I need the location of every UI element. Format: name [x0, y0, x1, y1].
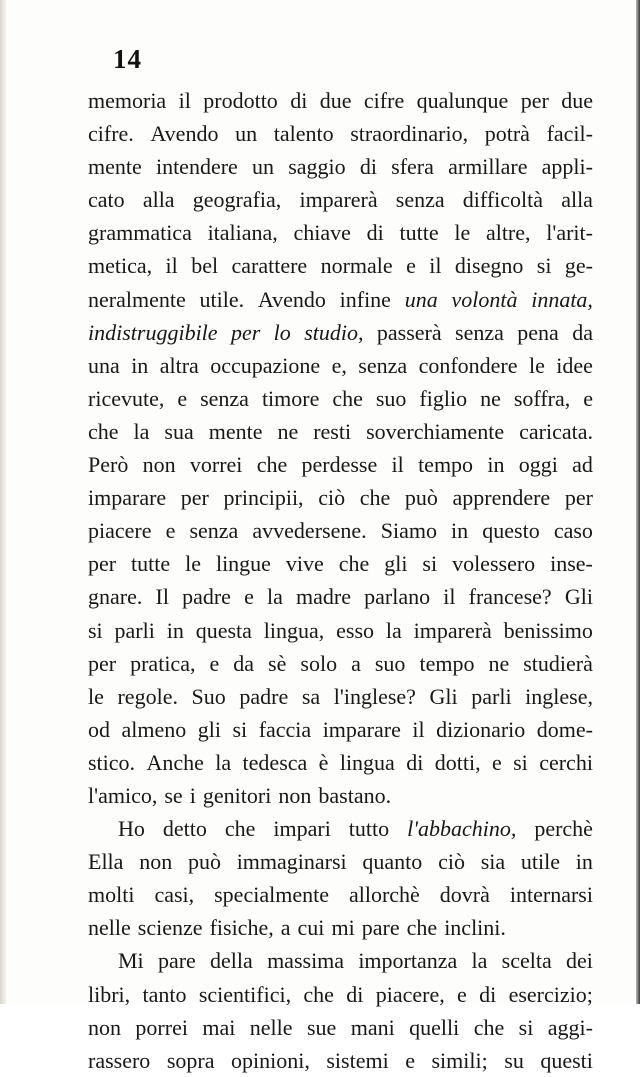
word: senza: [200, 385, 249, 411]
word: almeno: [121, 716, 187, 742]
word: ge-: [564, 253, 593, 279]
word: difficoltà: [462, 187, 544, 213]
word: che: [473, 1014, 505, 1040]
word: bel: [191, 253, 219, 279]
word: pare: [361, 915, 400, 941]
word: lingue: [215, 551, 271, 577]
word: non: [278, 782, 312, 808]
word: il: [165, 253, 178, 279]
word: senza: [455, 319, 504, 345]
word: e: [177, 385, 188, 411]
word: in: [131, 352, 149, 378]
word: cifre.: [88, 121, 134, 147]
word: Ella: [88, 849, 124, 875]
italic-word: innata,: [531, 286, 593, 312]
word: chiave: [293, 220, 351, 246]
text-line: [88, 779, 593, 812]
word: sa: [301, 683, 321, 709]
word: che: [332, 385, 363, 411]
word: può: [187, 849, 221, 875]
word: se: [164, 782, 183, 808]
word: francese?: [468, 584, 552, 610]
word: genitori: [202, 782, 272, 808]
word: pare: [157, 948, 196, 974]
word: si: [536, 253, 552, 279]
word: cui: [297, 915, 325, 941]
page-left-edge: [0, 0, 6, 1004]
word: lingua,: [263, 617, 325, 643]
word: saggio: [288, 154, 346, 180]
word: imparare: [322, 716, 401, 742]
word: gli: [384, 551, 408, 577]
text-line: [88, 1011, 593, 1044]
word: figlio: [419, 385, 468, 411]
word: rassero: [88, 1047, 151, 1073]
word: sia: [480, 849, 506, 875]
word: di: [290, 88, 308, 113]
word: dotti,: [434, 749, 481, 775]
word: per: [564, 485, 593, 511]
word: gli: [197, 716, 221, 742]
word: dei: [566, 948, 593, 974]
word: che: [256, 452, 288, 478]
word: due: [561, 88, 593, 113]
word: benissimo: [503, 617, 593, 643]
word: padre: [239, 683, 289, 709]
word: quanto: [362, 849, 423, 875]
word: nelle: [88, 915, 131, 941]
word: pena: [517, 319, 559, 345]
word: Gli: [429, 683, 458, 709]
word: il: [429, 253, 442, 279]
text-line: [88, 216, 593, 249]
word: il: [443, 584, 456, 610]
word: Però: [88, 452, 129, 478]
word: due: [319, 88, 352, 113]
word: di: [366, 220, 384, 246]
text-line: [88, 117, 593, 150]
word: potrà: [484, 121, 530, 147]
word: e: [165, 518, 176, 544]
word: che: [359, 485, 391, 511]
word: normale: [320, 253, 393, 279]
word: che: [88, 418, 119, 444]
word: da: [233, 650, 255, 676]
word: la: [215, 749, 232, 775]
word: non: [139, 849, 173, 875]
word: Mi: [118, 948, 144, 974]
word: in: [487, 452, 505, 478]
word: stico.: [88, 749, 136, 775]
word: prodotto: [203, 88, 278, 113]
word: Suo: [191, 683, 226, 709]
word: parli: [471, 683, 512, 709]
word: scelta: [501, 948, 552, 974]
word: le: [88, 683, 104, 709]
word: dizionario: [436, 716, 526, 742]
text-line: [88, 283, 593, 316]
word: per: [520, 88, 549, 113]
word: simili;: [431, 1047, 488, 1073]
word: facil-: [546, 121, 593, 147]
word: si: [88, 617, 103, 643]
word: utile: [520, 849, 561, 875]
word: parlano: [364, 584, 431, 610]
text-line: [88, 812, 593, 845]
word: si: [513, 749, 528, 775]
word: sè: [268, 650, 287, 676]
word: mi: [331, 915, 355, 941]
word: senza: [358, 352, 408, 378]
word: e: [583, 385, 593, 411]
word: straordinario,: [350, 121, 469, 147]
text-line: [88, 249, 593, 282]
text-line: [88, 547, 593, 580]
word: per: [180, 485, 209, 511]
word: inclini.: [444, 915, 506, 941]
word: inse-: [550, 551, 593, 577]
word: le: [185, 551, 201, 577]
word: detto: [162, 816, 207, 842]
word: di: [346, 981, 364, 1007]
word: mente: [88, 154, 142, 180]
word: volessero: [452, 551, 536, 577]
text-line: [88, 448, 593, 481]
word: per: [88, 551, 117, 577]
word: e: [209, 650, 220, 676]
word: mani: [350, 1014, 395, 1040]
word: od: [88, 716, 110, 742]
word: Siamo: [380, 518, 437, 544]
word: esercizio;: [508, 981, 593, 1007]
word: armillare: [448, 154, 528, 180]
word: un: [252, 154, 274, 180]
word: caricata.: [519, 418, 593, 444]
word: tempo: [419, 650, 475, 676]
word: sopra: [166, 1047, 215, 1073]
word: padre: [182, 584, 231, 610]
word: lingua: [339, 749, 395, 775]
word: della: [210, 948, 253, 974]
word: Il: [155, 584, 169, 610]
word: ne: [488, 650, 510, 676]
word: un: [235, 121, 258, 147]
word: mente: [208, 418, 263, 444]
word: piacere,: [375, 981, 445, 1007]
word: la: [385, 617, 402, 643]
text-line: [88, 746, 593, 779]
word: si: [422, 551, 438, 577]
word: che: [303, 981, 334, 1007]
text-line: [88, 316, 593, 349]
text-line: [88, 150, 593, 183]
word: l'inglese?: [333, 683, 416, 709]
word: oggi: [518, 452, 558, 478]
word: piacere: [88, 518, 152, 544]
word: timore: [261, 385, 320, 411]
word: di: [479, 981, 497, 1007]
text-line: [88, 415, 593, 448]
word: imparerà: [299, 187, 378, 213]
word: imparerà: [413, 617, 492, 643]
word: inglese,: [525, 683, 593, 709]
italic-word: lo: [273, 319, 291, 345]
italic-word: l'abbachino,: [407, 816, 517, 842]
word: memoria: [88, 88, 167, 113]
word: metica,: [88, 253, 153, 279]
word: avvedersene.: [252, 518, 367, 544]
word: casi,: [154, 882, 195, 908]
page-number: 14: [113, 44, 142, 74]
word: idee: [556, 352, 593, 378]
word: e: [405, 1047, 415, 1073]
word: caso: [553, 518, 593, 544]
word: Avendo: [150, 121, 219, 147]
word: le: [454, 220, 471, 246]
word: tempo: [418, 452, 474, 478]
word: dovrà: [439, 882, 490, 908]
word: principii,: [223, 485, 304, 511]
word: e,: [331, 352, 347, 378]
word: Gli: [564, 584, 593, 610]
word: questa: [195, 617, 252, 643]
word: questo: [482, 518, 540, 544]
word: non: [142, 452, 176, 478]
word: il: [391, 452, 404, 478]
italic-word: indistruggibile: [88, 319, 218, 345]
word: tedesca: [242, 749, 308, 775]
text-line: [88, 1044, 593, 1077]
word: internarsi: [509, 882, 593, 908]
word: immaginarsi: [236, 849, 347, 875]
word: le: [528, 352, 545, 378]
word: importanza: [358, 948, 458, 974]
word: altre,: [485, 220, 531, 246]
word: alla: [142, 187, 175, 213]
word: ricevute,: [88, 385, 165, 411]
paragraph: [88, 944, 593, 1076]
word: specialmente: [214, 882, 329, 908]
word: l'amico,: [88, 782, 158, 808]
word: in: [451, 518, 469, 544]
word: fisiche,: [209, 915, 274, 941]
body-text: [88, 84, 593, 1077]
word: quelli: [409, 1014, 460, 1040]
word: e: [244, 584, 254, 610]
word: in: [575, 849, 593, 875]
word: gnare.: [88, 584, 143, 610]
text-line: [88, 84, 593, 117]
italic-word: una: [404, 286, 438, 312]
word: può: [404, 485, 438, 511]
word: la: [267, 584, 283, 610]
word: una: [88, 352, 120, 378]
word: a: [351, 650, 361, 676]
word: pratica,: [130, 650, 196, 676]
word: libri,: [88, 981, 131, 1007]
word: impari: [273, 816, 331, 842]
word: il: [178, 88, 191, 113]
text-line: [88, 944, 593, 977]
text-line: [88, 680, 593, 713]
word: tutto: [348, 816, 390, 842]
word: utile.: [199, 286, 245, 312]
word: resti: [313, 418, 352, 444]
word: tutte: [131, 551, 171, 577]
word: opinioni,: [231, 1047, 310, 1073]
word: la: [133, 418, 150, 444]
word: geografia,: [192, 187, 282, 213]
word: italiana,: [207, 220, 278, 246]
word: Avendo: [257, 286, 326, 312]
word: il: [412, 716, 425, 742]
word: dome-: [536, 716, 593, 742]
word: neralmente: [88, 286, 186, 312]
word: faccia: [258, 716, 312, 742]
text-line: [88, 382, 593, 415]
word: cifre: [363, 88, 405, 113]
word: passerà: [376, 319, 442, 345]
word: che: [224, 816, 256, 842]
word: i: [189, 782, 196, 808]
word: su: [504, 1047, 524, 1073]
word: e: [457, 981, 467, 1007]
word: soffra,: [513, 385, 571, 411]
word: ad: [572, 452, 593, 478]
word: alla: [561, 187, 593, 213]
word: senza: [395, 187, 445, 213]
word: sua: [164, 418, 194, 444]
word: Anche: [146, 749, 204, 775]
text-line: [88, 845, 593, 878]
word: Ho: [118, 816, 145, 842]
text-line: [88, 614, 593, 647]
word: solo: [300, 650, 338, 676]
word: qualunque: [416, 88, 509, 113]
word: aggi-: [547, 1014, 593, 1040]
word: senza: [189, 518, 239, 544]
word: imparare: [88, 485, 167, 511]
word: porrei: [135, 1014, 188, 1040]
word: bastano.: [318, 782, 392, 808]
word: si: [232, 716, 248, 742]
word: tanto: [142, 981, 187, 1007]
word: vorrei: [189, 452, 243, 478]
word: molti: [88, 882, 135, 908]
word: esso: [336, 617, 375, 643]
word: confondere: [418, 352, 518, 378]
text-line: [88, 647, 593, 680]
word: suo: [375, 385, 407, 411]
text-line: [88, 481, 593, 514]
word: che: [406, 915, 438, 941]
word: parli: [114, 617, 155, 643]
word: per: [88, 650, 117, 676]
text-line: [88, 349, 593, 382]
text-line: [88, 514, 593, 547]
text-line: [88, 978, 593, 1011]
word: perdesse: [301, 452, 378, 478]
text-line: [88, 580, 593, 613]
word: cato: [88, 187, 125, 213]
italic-word: studio,: [304, 319, 364, 345]
word: in: [166, 617, 184, 643]
paragraph: [88, 812, 593, 944]
word: infine: [339, 286, 391, 312]
word: l'arit-: [546, 220, 593, 246]
word: appli-: [541, 154, 593, 180]
word: ciò: [318, 485, 346, 511]
word: e: [491, 749, 502, 775]
word: ne: [277, 418, 299, 444]
word: soverchiamente: [366, 418, 505, 444]
word: si: [518, 1014, 534, 1040]
page-right-edge: [636, 0, 640, 1004]
word: talento: [273, 121, 334, 147]
word: da: [572, 319, 593, 345]
word: di: [406, 749, 424, 775]
word: ne: [480, 385, 501, 411]
word: ciò: [438, 849, 465, 875]
word: mai: [202, 1014, 236, 1040]
word: perchè: [534, 816, 593, 842]
word: regole.: [117, 683, 178, 709]
word: intendere: [155, 154, 238, 180]
word: grammatica: [88, 220, 192, 246]
word: è: [318, 749, 329, 775]
word: nelle: [249, 1014, 293, 1040]
word: sfera: [391, 154, 434, 180]
word: madre: [296, 584, 351, 610]
word: carattere: [231, 253, 308, 279]
word: massima: [267, 948, 345, 974]
text-line: [88, 878, 593, 911]
word: la: [471, 948, 488, 974]
word: di: [359, 154, 377, 180]
word: scienze: [137, 915, 203, 941]
word: questi: [540, 1047, 593, 1073]
word: allorchè: [348, 882, 420, 908]
word: non: [88, 1014, 121, 1040]
word: suo: [374, 650, 406, 676]
word: disegno: [454, 253, 524, 279]
word: tutte: [399, 220, 439, 246]
word: a: [280, 915, 291, 941]
italic-word: per: [230, 319, 261, 345]
word: che: [338, 551, 370, 577]
word: apprendere: [452, 485, 551, 511]
italic-word: volontà: [451, 286, 518, 312]
word: vive: [285, 551, 324, 577]
paragraph: [88, 84, 593, 812]
text-line: [88, 713, 593, 746]
text-line: [88, 911, 593, 944]
word: scientifici,: [198, 981, 292, 1007]
word: occupazione: [210, 352, 321, 378]
word: e: [406, 253, 416, 279]
word: studierà: [523, 650, 593, 676]
word: cerchi: [539, 749, 593, 775]
word: sistemi: [326, 1047, 389, 1073]
text-line: [88, 183, 593, 216]
word: altra: [159, 352, 199, 378]
word: sue: [306, 1014, 337, 1040]
